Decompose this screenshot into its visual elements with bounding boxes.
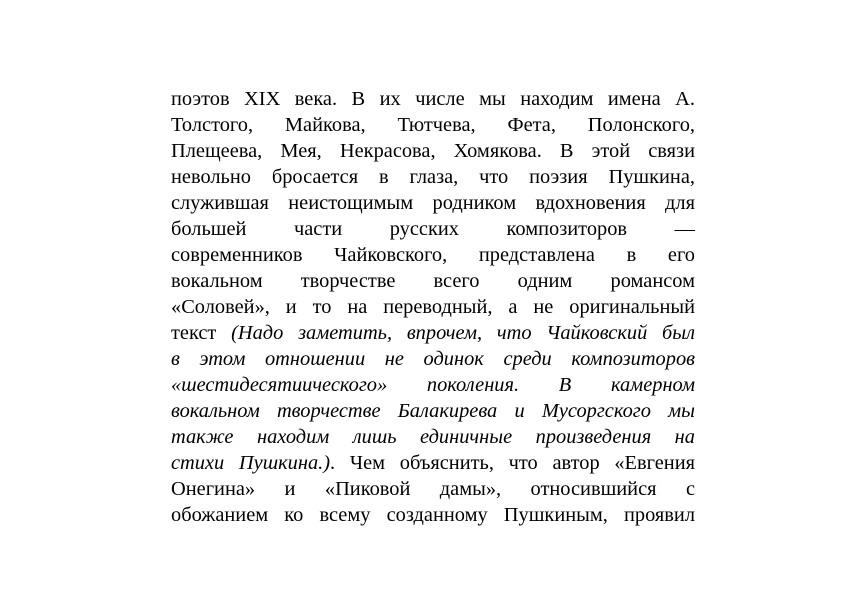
text-line-10 xyxy=(171,320,695,346)
line-text: Плещеева, Мея, Некрасова, Хомякова. В этой связи xyxy=(171,140,695,162)
italic-text: «шестидесятиического» поколения. В камерном xyxy=(171,374,695,396)
line-text: невольно бросается в глаза, что поэзия Пушкина, xyxy=(171,166,695,188)
text-line-7 xyxy=(171,242,695,268)
body-text xyxy=(171,86,695,528)
text-line-17 xyxy=(171,502,695,528)
text-line-3 xyxy=(171,138,695,164)
text-line-9 xyxy=(171,294,695,320)
text-line-14 xyxy=(171,424,695,450)
line-text: . Чем объяснить, что автор «Евгения xyxy=(330,452,695,474)
line-text: Онегина» и «Пиковой дамы», относившийся с xyxy=(171,478,695,500)
text-line-5 xyxy=(171,190,695,216)
italic-text: в этом отношении не одинок среди композиторов xyxy=(171,348,695,370)
line-text: обожанием ко всему созданному Пушкиным, проявил xyxy=(171,504,695,526)
italic-text: также находим лишь единичные произведения на xyxy=(171,426,695,448)
line-text: служившая неистощимым родником вдохновения для xyxy=(171,192,695,214)
text-line-6 xyxy=(171,216,695,242)
line-text: поэтов XIX века. В их числе мы находим имена А. xyxy=(171,88,695,110)
text-line-11 xyxy=(171,346,695,372)
line-text: большей части русских композиторов — xyxy=(171,218,695,240)
text-line-4 xyxy=(171,164,695,190)
text-line-2 xyxy=(171,112,695,138)
italic-text: (Надо заметить, впрочем, что Чайковский был xyxy=(231,322,695,344)
text-line-16 xyxy=(171,476,695,502)
text-line-13 xyxy=(171,398,695,424)
line-text: современников Чайковского, представлена в его xyxy=(171,244,695,266)
line-text: текст xyxy=(171,322,232,344)
line-text: «Соловей», и то на переводный, а не оригинальный xyxy=(171,296,695,318)
italic-text: вокальном творчестве Балакирева и Мусоргского мы xyxy=(171,400,695,422)
line-text: вокальном творчестве всего одним романсом xyxy=(171,270,695,292)
text-line-12 xyxy=(171,372,695,398)
text-line-8 xyxy=(171,268,695,294)
line-text: Толстого, Майкова, Тютчева, Фета, Полонского, xyxy=(171,114,695,136)
text-line-1 xyxy=(171,86,695,112)
text-line-15 xyxy=(171,450,695,476)
italic-text: стихи Пушкина.) xyxy=(171,452,331,474)
